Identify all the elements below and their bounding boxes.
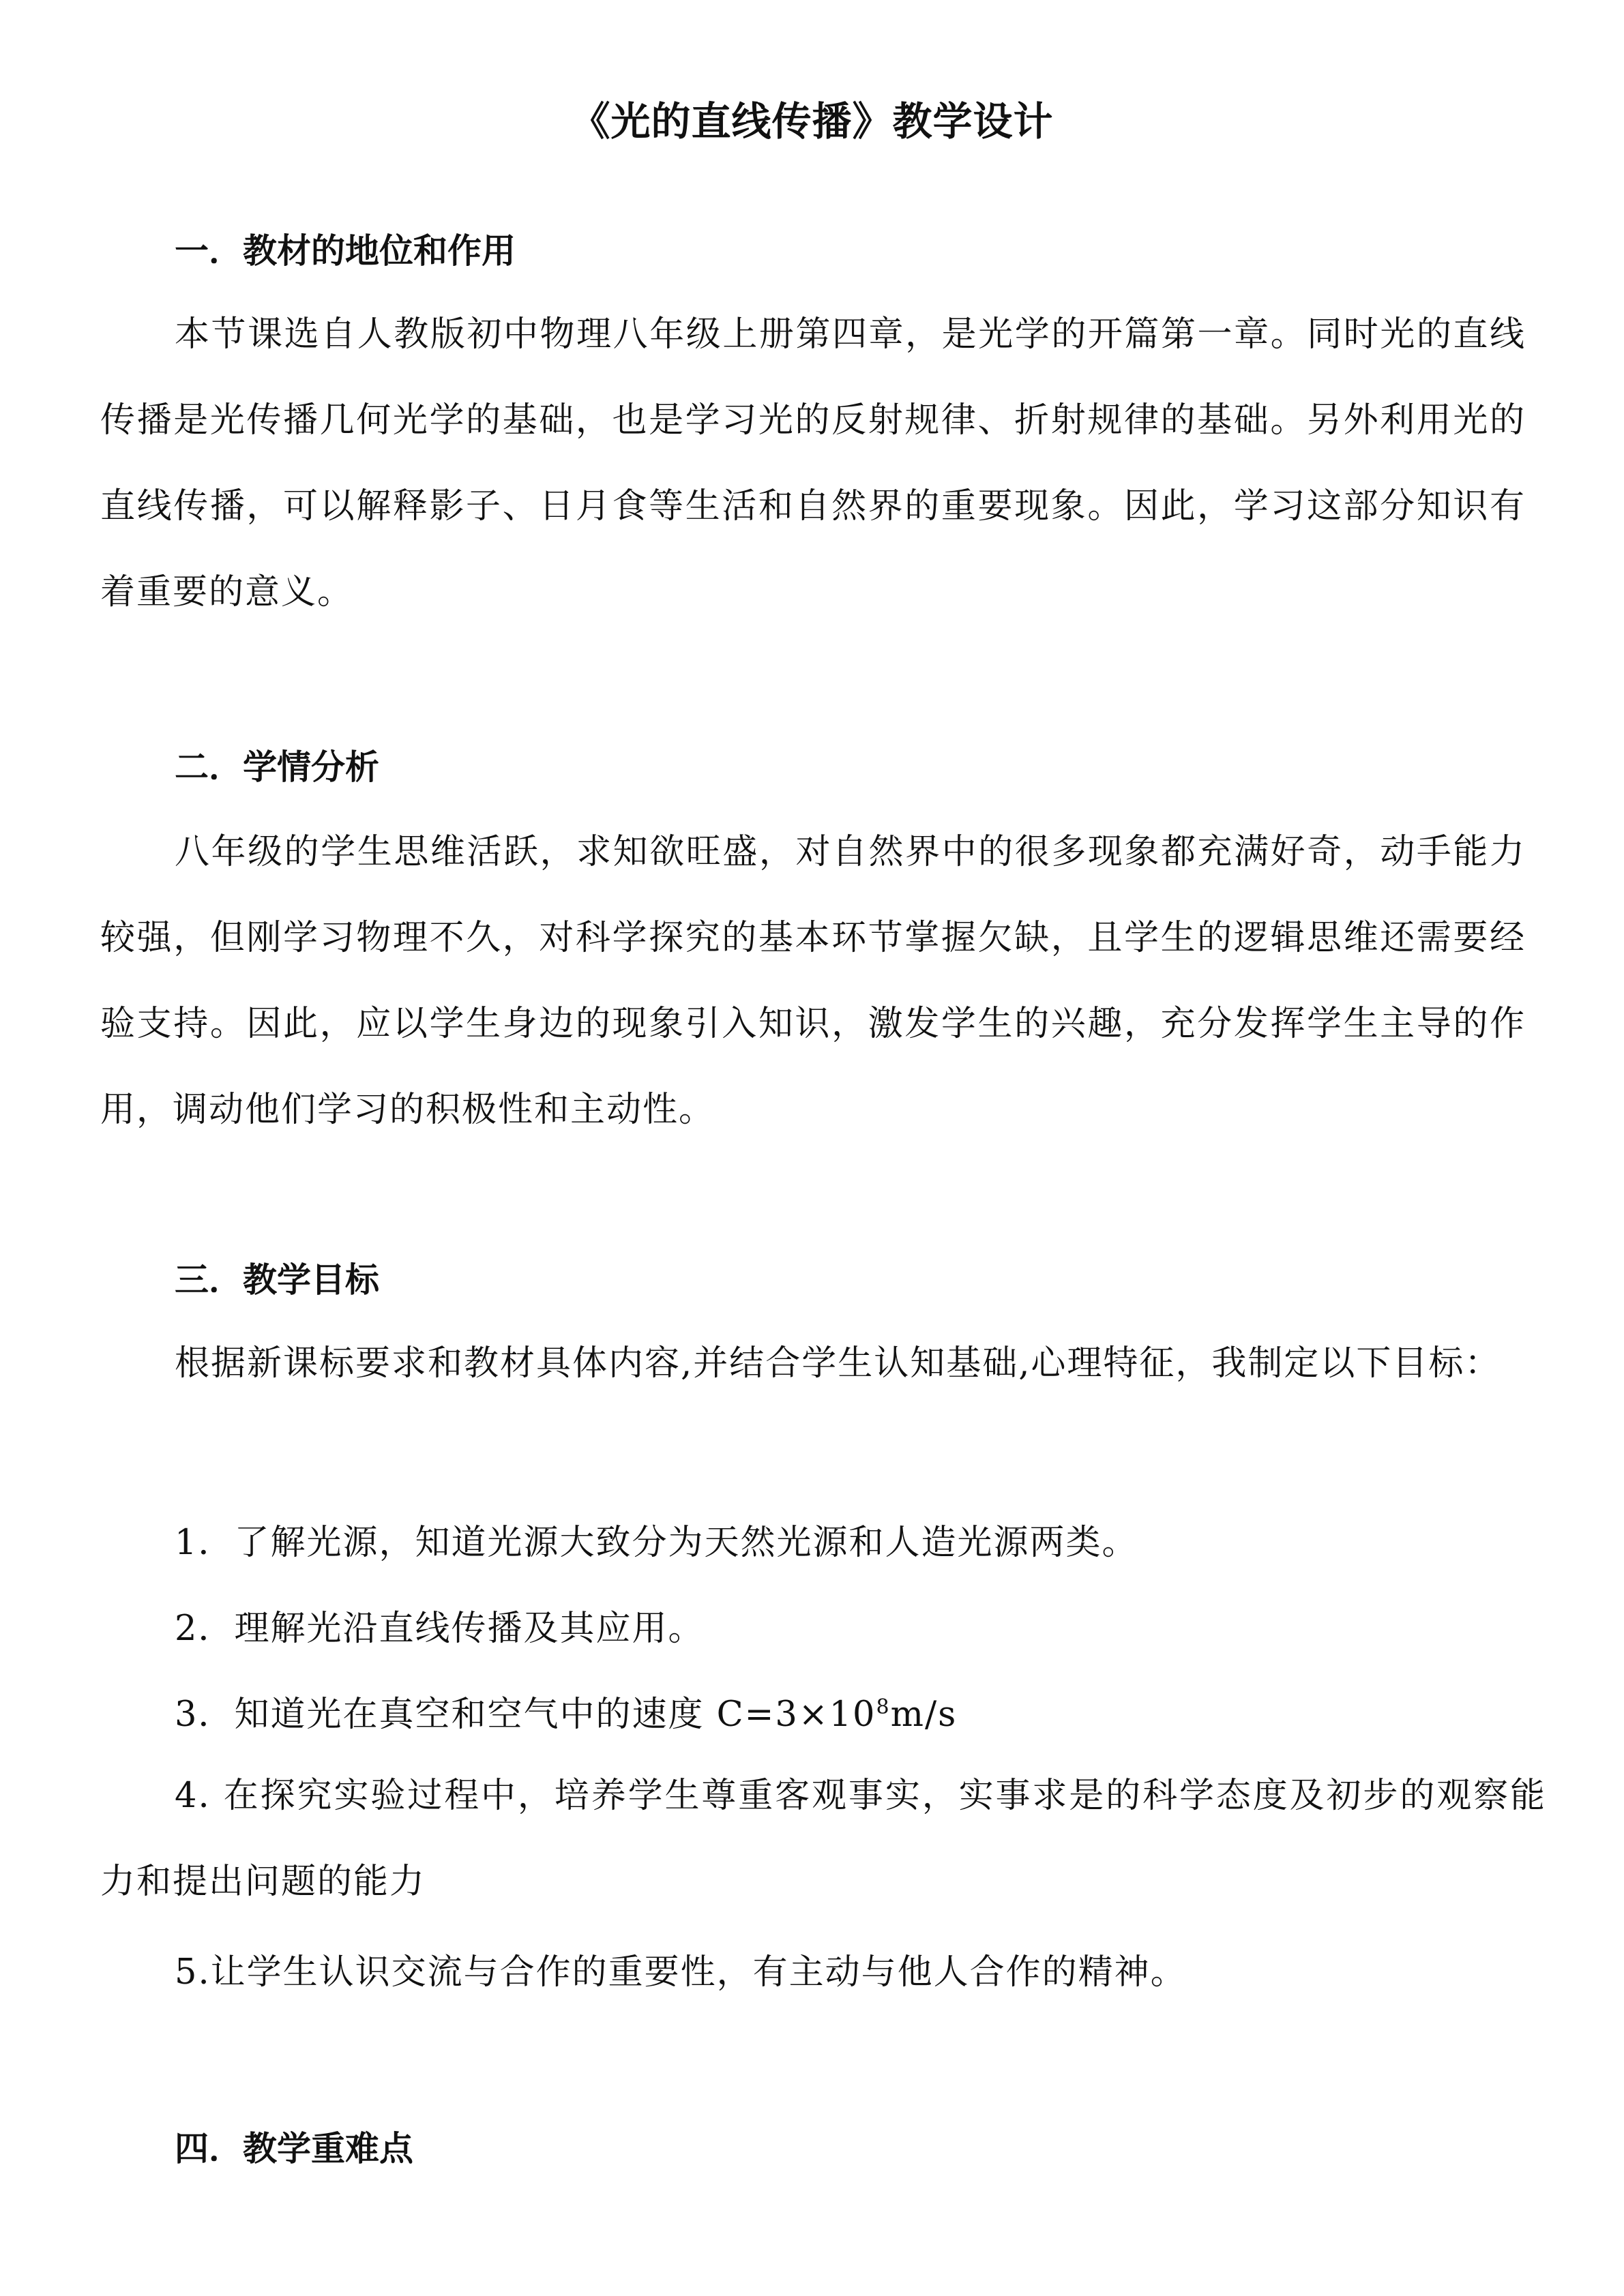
goal-item-3 [175, 1691, 957, 1739]
goal-item-3-suffix: m/s [890, 1695, 958, 1735]
goals-intro: 根据新课标要求和教材具体内容,并结合学生认知基础,心理特征，我制定以下目标： [175, 1343, 1501, 1384]
goal-item-1: 1．了解光源，知道光源大致分为天然光源和人造光源两类。 [175, 1523, 1138, 1563]
section-heading-3: 三．教学目标 [175, 1259, 379, 1300]
document-title: 《光的直线传播》教学设计 [570, 98, 1054, 145]
section-paragraph-2: 八年级的学生思维活跃，求知欲旺盛，对自然界中的很多现象都充满好奇，动手能力较强，但刚学习物理不久，对科学探究的基本环节掌握欠缺，且学生的逻辑思维还需要经验支持。因此，应以学生身边的现象引入知识，激发学生的兴趣，充分发挥学生主导的作用，调动他们学习的积极性和主动性。 [100, 832, 1526, 1130]
section-paragraph-1: 本节课选自人教版初中物理八年级上册第四章，是光学的开篇第一章。同时光的直线传播是光传播几何光学的基础，也是学习光的反射规律、折射规律的基础。另外利用光的直线传播，可以解释影子、日月食等生活和自然界的重要现象。因此，学习这部分知识有着重要的意义。 [100, 314, 1526, 612]
goal-item-2: 2．理解光沿直线传播及其应用。 [175, 1609, 705, 1649]
goal-item-3-exponent: 8 [876, 1695, 891, 1719]
section-heading-4: 四．教学重难点 [175, 2128, 413, 2168]
section-heading-2: 二．学情分析 [175, 747, 379, 787]
goal-item-5: 5.让学生认识交流与合作的重要性，有主动与他人合作的精神。 [175, 1952, 1187, 1993]
goal-item-3-prefix: 3．知道光在真空和空气中的速度 C=3×10 [175, 1695, 876, 1735]
goal-item-4: 4. 在探究实验过程中，培养学生尊重客观事实，实事求是的科学态度及初步的观察能力和提出问题的能力 [100, 1776, 1546, 1902]
section-heading-1: 一．教材的地位和作用 [175, 230, 516, 271]
